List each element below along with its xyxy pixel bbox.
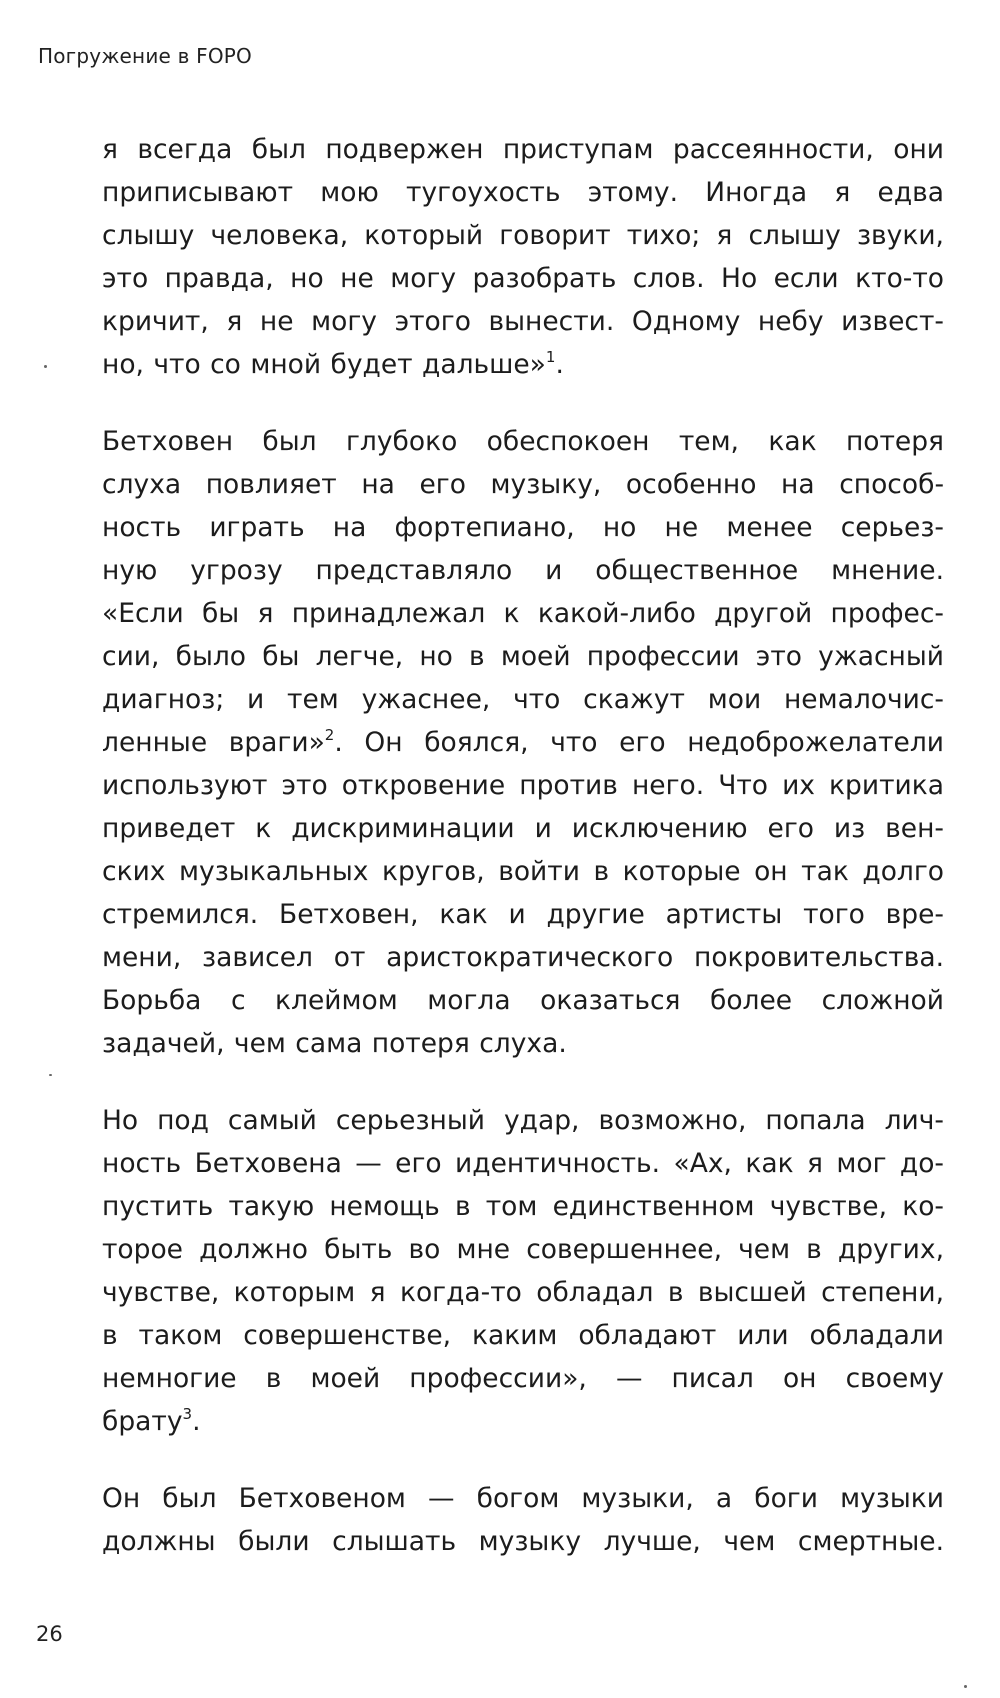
text-line: я всегда был подвержен приступам рассеянности, они	[102, 134, 944, 165]
text-fragment: .	[555, 349, 564, 380]
text-line: это правда, но не могу разобрать слов. Но если кто-то	[102, 263, 944, 294]
scan-speck	[964, 1685, 967, 1688]
text-line-last	[102, 1400, 944, 1443]
text-line: ность Бетховена — его идентичность. «Ах, как я мог до-	[102, 1148, 944, 1179]
text-line: сии, было бы легче, но в моей профессии это ужасный	[102, 641, 944, 672]
text-line: используют это откровение против него. Что их критика	[102, 770, 944, 801]
running-header: Погружение в FOPO	[38, 44, 252, 68]
text-line: чувстве, которым я когда-то обладал в высшей степени,	[102, 1277, 944, 1308]
paragraph-4	[102, 1477, 944, 1563]
footnote-marker: 3	[182, 1405, 193, 1423]
text-fragment: .	[192, 1406, 201, 1437]
text-line: должны были слышать музыку лучше, чем смертные.	[102, 1526, 944, 1557]
text-line: в таком совершенстве, каким обладают или обладали	[102, 1320, 944, 1351]
text-line: Но под самый серьезный удар, возможно, попала лич-	[102, 1105, 944, 1136]
text-fragment: брату	[102, 1406, 183, 1437]
text-line: Он был Бетховеном — богом музыки, а боги музыки	[102, 1483, 944, 1514]
text-fragment: . Он боялся, что его недоброжелатели	[334, 727, 944, 758]
page-number: 26	[36, 1622, 63, 1646]
text-line: немногие в моей профессии», — писал он своему	[102, 1363, 944, 1394]
text-line: ную угрозу представляло и общественное мнение.	[102, 555, 944, 586]
text-line: Борьба с клеймом могла оказаться более сложной	[102, 985, 944, 1016]
scan-speck	[49, 1074, 52, 1076]
text-line: ность играть на фортепиано, но не менее серьез-	[102, 512, 944, 543]
text-line-last: задачей, чем сама потеря слуха.	[102, 1028, 567, 1059]
paragraph-3	[102, 1099, 944, 1443]
text-line: пустить такую немощь в том единственном чувстве, ко-	[102, 1191, 944, 1222]
text-line: слуха повлияет на его музыку, особенно на способ-	[102, 469, 944, 500]
text-line: приведет к дискриминации и исключению его из вен-	[102, 813, 944, 844]
text-fragment: но, что со мной будет дальше»	[102, 349, 546, 380]
footnote-marker: 2	[324, 726, 335, 744]
body-text	[102, 128, 944, 1597]
text-line: мени, зависел от аристократического покровительства.	[102, 942, 944, 973]
text-line-last	[102, 343, 944, 386]
text-line: «Если бы я принадлежал к какой-либо другой профес-	[102, 598, 944, 629]
text-line: стремился. Бетховен, как и другие артисты того вре-	[102, 899, 944, 930]
text-line: приписывают мою тугоухость этому. Иногда я едва	[102, 177, 944, 208]
text-line: ских музыкальных кругов, войти в которые он так долго	[102, 856, 944, 887]
text-line: диагноз; и тем ужаснее, что скажут мои немалочис-	[102, 684, 944, 715]
text-line-with-footnote	[102, 721, 944, 764]
text-line: кричит, я не могу этого вынести. Одному небу извест-	[102, 306, 944, 337]
text-line: торое должно быть во мне совершеннее, чем в других,	[102, 1234, 944, 1265]
text-line: Бетховен был глубоко обеспокоен тем, как потеря	[102, 426, 944, 457]
text-line: слышу человека, который говорит тихо; я слышу звуки,	[102, 220, 944, 251]
footnote-marker: 1	[545, 348, 556, 366]
scan-speck	[44, 365, 47, 368]
text-fragment: ленные враги»	[102, 727, 325, 758]
paragraph-2	[102, 420, 944, 1065]
paragraph-1	[102, 128, 944, 386]
